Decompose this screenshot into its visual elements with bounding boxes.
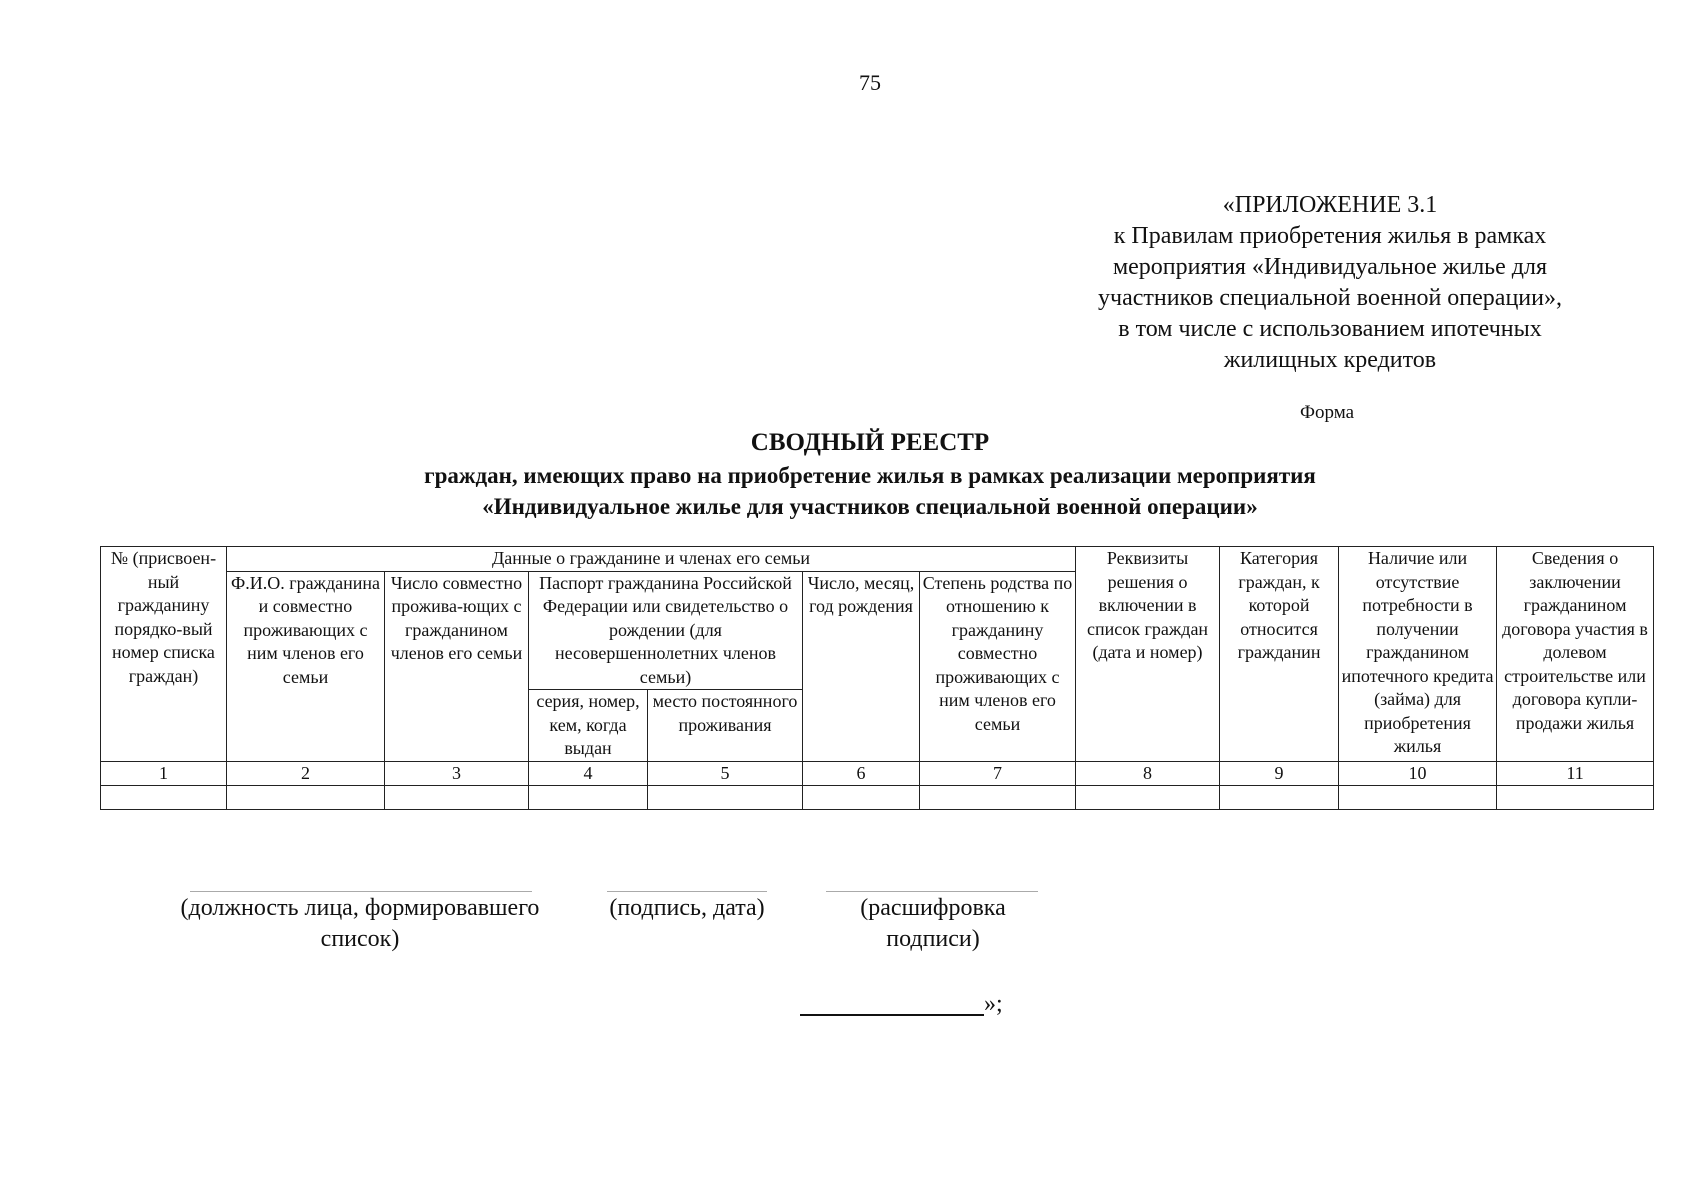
header-col-full-name: Ф.И.О. гражданина и совместно проживающих с ним членов его семьи — [227, 571, 385, 761]
appendix-line: к Правилам приобретения жилья в рамках — [1113, 223, 1547, 249]
signature-caption-signature: (подпись, дата) — [609, 895, 765, 921]
empty-cell — [385, 786, 529, 810]
appendix-line: «ПРИЛОЖЕНИЕ 3.1 — [1222, 192, 1438, 218]
header-col-mortgage-need: Наличие или отсутствие потребности в получении гражданином ипотечного кредита (займа) для приобретения жилья — [1339, 547, 1497, 762]
appendix-line: в том числе с использованием ипотечных — [1118, 316, 1542, 342]
signature-caption-decoding: (расшифровка подписи) — [860, 895, 1006, 952]
column-number: 11 — [1497, 761, 1654, 786]
header-group-passport: Паспорт гражданина Российской Федерации или свидетельство о рождении (для несовершеннолетних членов семьи) — [529, 571, 803, 690]
column-number: 9 — [1220, 761, 1339, 786]
empty-cell — [1076, 786, 1220, 810]
empty-cell — [101, 786, 227, 810]
header-col-decision-details: Реквизиты решения о включении в список граждан (дата и номер) — [1076, 547, 1220, 762]
title-subtitle-line2: «Индивидуальное жилье для участников специальной военной операции» — [482, 494, 1258, 519]
closing-blank-line — [800, 990, 984, 1016]
empty-cell — [1339, 786, 1497, 810]
form-label: Форма — [1300, 402, 1355, 423]
closing-line — [800, 990, 1003, 1018]
page-number: 75 — [859, 70, 881, 95]
header-col-residence: место постоянного проживания — [648, 690, 803, 762]
column-number: 7 — [920, 761, 1076, 786]
appendix-line: мероприятия «Индивидуальное жилье для — [1112, 254, 1548, 280]
header-col-category: Категория граждан, к которой относится гражданин — [1220, 547, 1339, 762]
header-col-contract-info: Сведения о заключении гражданином договора участия в долевом строительстве или договора купли-продажи жилья — [1497, 547, 1654, 762]
appendix-line: жилищных кредитов — [1223, 347, 1437, 373]
appendix-header — [1060, 190, 1600, 376]
column-number: 5 — [648, 761, 803, 786]
empty-cell — [1220, 786, 1339, 810]
closing-mark: »; — [984, 991, 1003, 1017]
column-number: 8 — [1076, 761, 1220, 786]
column-number: 6 — [803, 761, 920, 786]
signature-line-decoding — [826, 891, 1038, 892]
header-col-relationship: Степень родства по отношению к гражданину совместно проживающих с ним членов его семьи — [920, 571, 1076, 761]
column-numbers-row — [101, 761, 1654, 786]
empty-cell — [1497, 786, 1654, 810]
signature-line-position — [190, 891, 532, 892]
header-col-passport-series: серия, номер, кем, когда выдан — [529, 690, 648, 762]
appendix-line: участников специальной военной операции», — [1098, 285, 1562, 311]
column-number: 2 — [227, 761, 385, 786]
title-main: СВОДНЫЙ РЕЕСТР — [750, 429, 990, 456]
signature-caption-position: (должность лица, формировавшего список) — [180, 895, 540, 952]
title-subtitle-line1: граждан, имеющих право на приобретение жилья в рамках реализации мероприятия — [424, 463, 1316, 488]
registry-table — [100, 546, 1654, 810]
column-number: 1 — [101, 761, 227, 786]
empty-cell — [648, 786, 803, 810]
column-number: 3 — [385, 761, 529, 786]
column-number: 10 — [1339, 761, 1497, 786]
empty-cell — [803, 786, 920, 810]
header-group-citizen-data: Данные о гражданине и членах его семьи — [227, 547, 1076, 572]
empty-cell — [920, 786, 1076, 810]
column-number: 4 — [529, 761, 648, 786]
empty-cell — [529, 786, 648, 810]
empty-cell — [227, 786, 385, 810]
signature-line-signature — [607, 891, 767, 892]
empty-data-row — [101, 786, 1654, 810]
header-col-number: № (присвоен-ный гражданину порядко-вый номер списка граждан) — [101, 547, 227, 762]
header-col-family-count: Число совместно прожива-ющих с гражданином членов его семьи — [385, 571, 529, 761]
header-col-birth-date: Число, месяц, год рождения — [803, 571, 920, 761]
document-title — [0, 426, 1697, 522]
